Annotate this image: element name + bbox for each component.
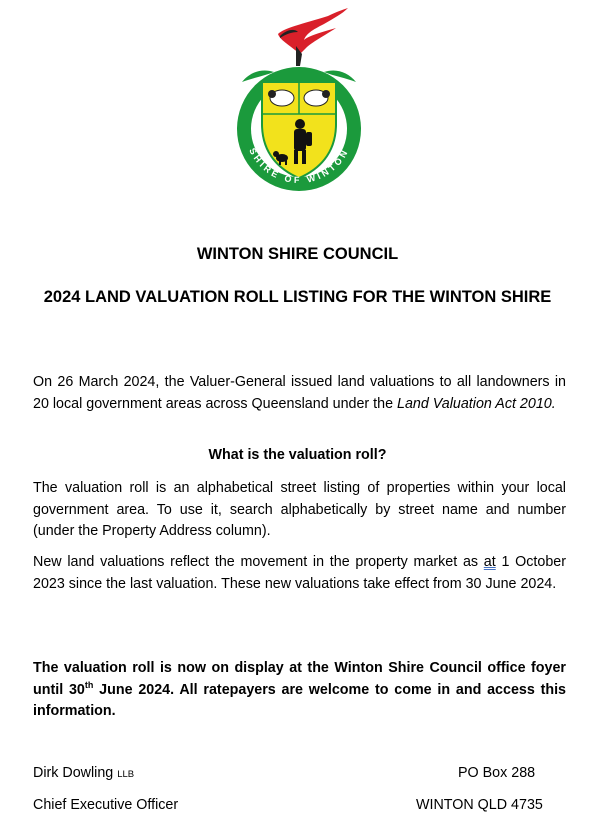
council-heading: WINTON SHIRE COUNCIL: [196, 245, 399, 263]
signatory-name: Dirk Dowling LLB: [33, 765, 135, 781]
display-notice-paragraph: The valuation roll is now on display at the Winton Shire Council office foyer until 30th June 2024. All ratepayers are welcome to come in and access this information.: [33, 660, 567, 720]
intro-paragraph: [33, 372, 566, 415]
document-title: 2024 LAND VALUATION ROLL LISTING FOR THE WINTON SHIRE: [43, 288, 552, 306]
subheading: What is the valuation roll?: [208, 447, 387, 463]
postal-address: WINTON QLD 4735: [416, 797, 543, 813]
emblem-text: SHIRE OF WINTON: [247, 146, 351, 186]
po-box: PO Box 288: [458, 765, 536, 781]
valuation-movement-paragraph: New land valuations reflect the movement in the property market as at 1 October 2023 since the last valuation. These new valuations take effect from 30 June 2024.: [33, 554, 566, 592]
red-plume-icon: [278, 8, 348, 66]
intro-text: On 26 March 2024, the Valuer-General issued land valuations to all landowners in 20 local government areas across Queensland under the: [33, 374, 566, 412]
act-name: Land Valuation Act 2010.: [397, 395, 556, 412]
roll-description-paragraph: The valuation roll is an alphabetical street listing of properties within your local government area. To use it, search alphabetically by street name and number (under the Property Address column).: [33, 480, 566, 540]
shire-of-winton-logo: [228, 6, 370, 196]
qualification: LLB: [117, 769, 135, 780]
signatory-role: Chief Executive Officer: [33, 797, 179, 813]
